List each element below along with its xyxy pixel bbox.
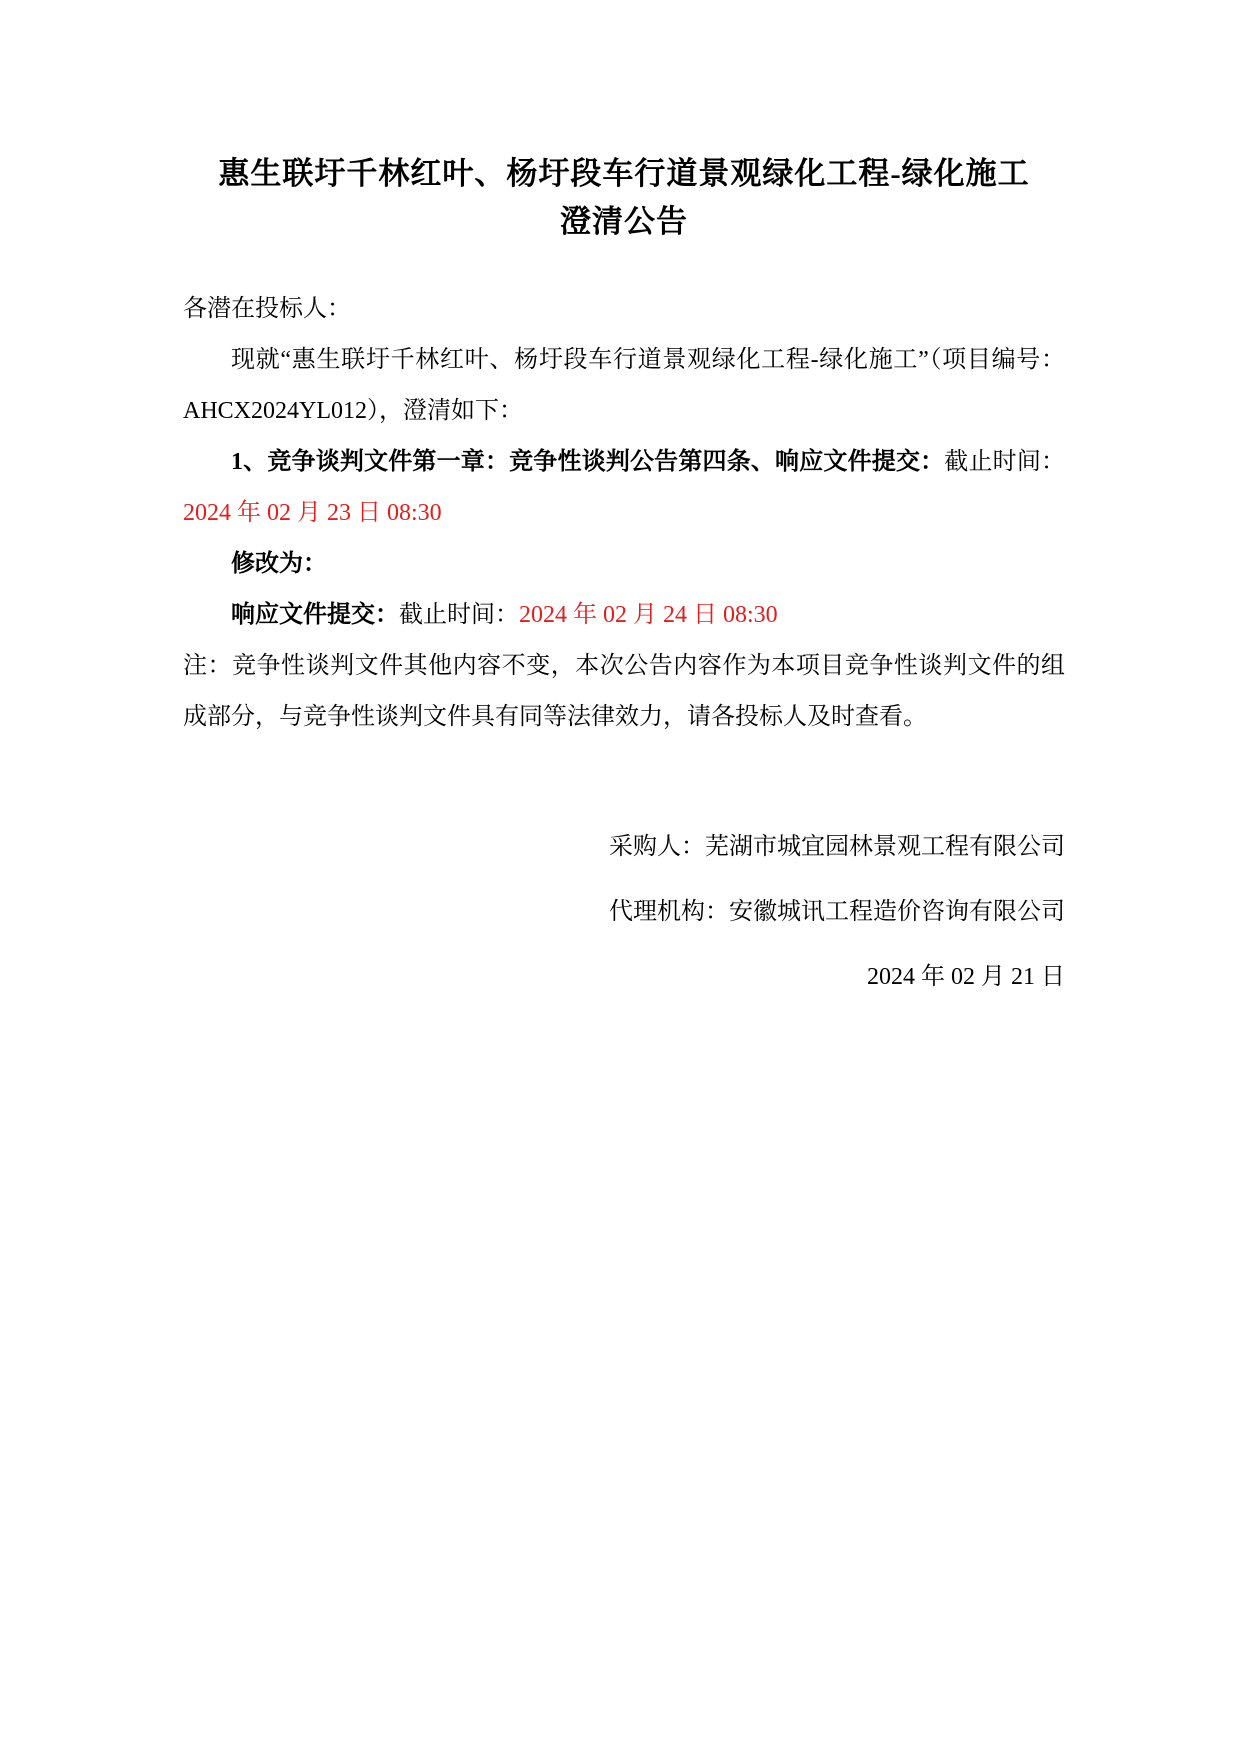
clause-old-deadline: 2024 年 02 月 23 日 08:30 — [183, 500, 442, 526]
revised-deadline-label: 截止时间： — [399, 602, 519, 628]
signoff-agency: 代理机构：安徽城讯工程造价咨询有限公司 — [609, 899, 1065, 925]
revised-paragraph — [183, 590, 1065, 641]
document-title-line1: 惠生联圩千林红叶、杨圩段车行道景观绿化工程-绿化施工 — [218, 156, 1030, 191]
intro-paragraph: 现就“惠生联圩千林红叶、杨圩段车行道景观绿化工程-绿化施工”（项目编号：AHCX2024YL012），澄清如下： — [183, 347, 1065, 424]
document-body — [183, 284, 1065, 1010]
modify-label: 修改为： — [231, 551, 327, 577]
document-title-line2: 澄清公告 — [560, 204, 688, 239]
document-title — [183, 150, 1065, 246]
salutation: 各潜在投标人： — [183, 296, 351, 322]
clause-paragraph — [183, 437, 1065, 539]
signoff-purchaser: 采购人：芜湖市城宜园林景观工程有限公司 — [609, 834, 1065, 860]
clause-bold-lead: 1、竞争谈判文件第一章：竞争性谈判公告第四条、响应文件提交： — [231, 449, 945, 475]
signoff-block — [183, 815, 1065, 1010]
note-paragraph: 注：竞争性谈判文件其他内容不变，本次公告内容作为本项目竞争性谈判文件的组成部分，与竞争性谈判文件具有同等法律效力，请各投标人及时查看。 — [183, 653, 1065, 730]
clause-deadline-label: 截止时间： — [944, 449, 1066, 475]
signoff-date: 2024 年 02 月 21 日 — [867, 964, 1065, 990]
revised-bold-lead: 响应文件提交： — [231, 602, 399, 628]
revised-new-deadline: 2024 年 02 月 24 日 08:30 — [519, 602, 778, 628]
